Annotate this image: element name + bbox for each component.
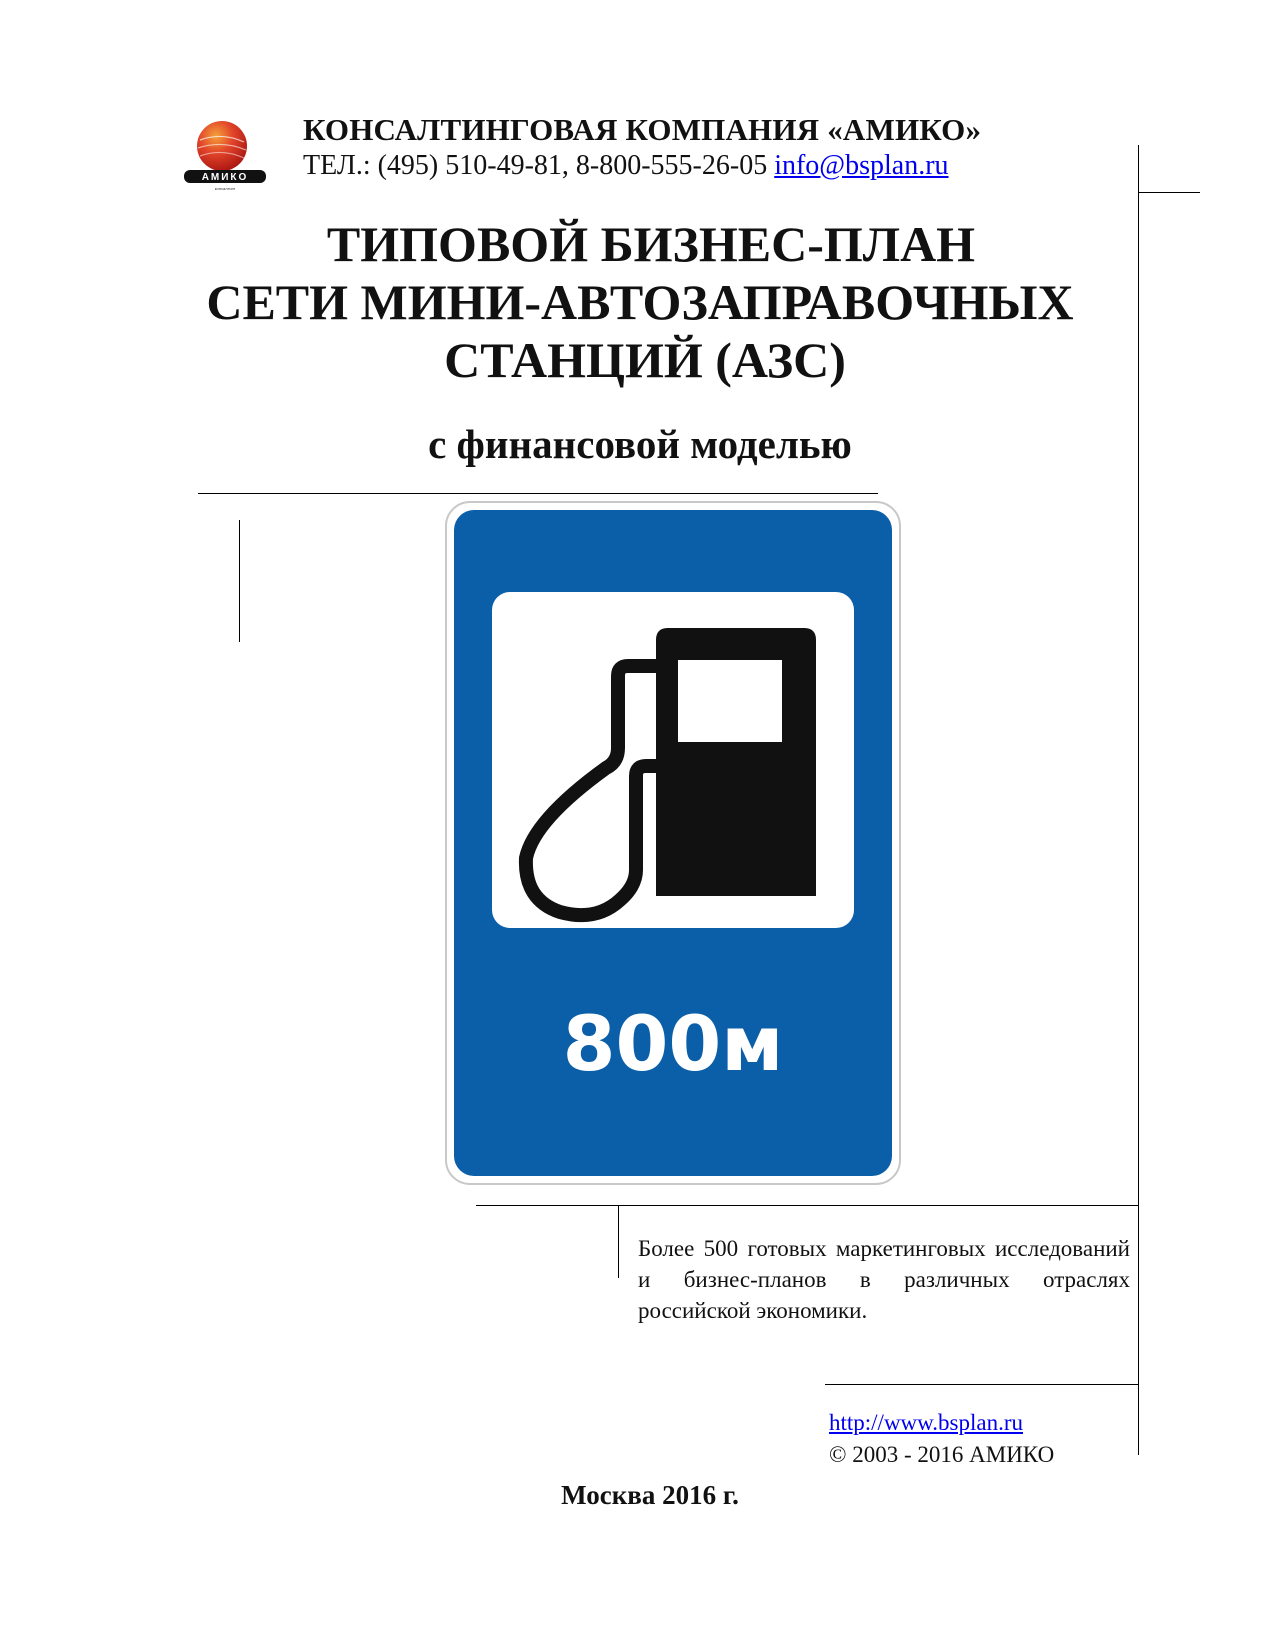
- info-top-rule: [476, 1205, 1138, 1206]
- left-vertical-rule: [239, 520, 240, 642]
- email-link[interactable]: info@bsplan.ru: [774, 150, 949, 181]
- amiko-logo: [180, 118, 270, 194]
- logo-tagline: консалтинг: [214, 186, 236, 191]
- company-name: КОНСАЛТИНГОВАЯ КОМПАНИЯ «АМИКО»: [303, 112, 982, 147]
- document-title: [190, 215, 1090, 389]
- header-vertical-rule: [1138, 145, 1139, 1455]
- title-line-2: СЕТИ МИНИ-АВТОЗАПРАВОЧНЫХ: [206, 274, 1074, 330]
- info-vertical-rule: [618, 1205, 619, 1278]
- title-underline: [198, 493, 878, 494]
- website-link[interactable]: http://www.bsplan.ru: [829, 1410, 1023, 1435]
- copyright-notice: © 2003 - 2016 АМИКО: [829, 1442, 1055, 1467]
- info-bottom-rule: [825, 1384, 1138, 1385]
- info-blurb: Более 500 готовых маркетинговых исследований и бизнес-планов в различных отраслях российской экономики.: [638, 1236, 1130, 1323]
- city-year: Москва 2016 г.: [561, 1480, 739, 1510]
- sign-distance: 800м: [562, 999, 784, 1088]
- contact-line: [303, 150, 949, 182]
- title-line-1: ТИПОВОЙ БИЗНЕС-ПЛАН: [326, 216, 976, 272]
- header-horizontal-rule: [1138, 192, 1200, 193]
- gas-station-sign: [444, 500, 902, 1186]
- document-subtitle: с финансовой моделью: [428, 421, 852, 467]
- title-line-3: СТАНЦИЙ (АЗС): [444, 332, 846, 388]
- phone-numbers: ТЕЛ.: (495) 510-49-81, 8-800-555-26-05: [303, 150, 768, 181]
- logo-wordmark: АМИКО: [201, 172, 249, 183]
